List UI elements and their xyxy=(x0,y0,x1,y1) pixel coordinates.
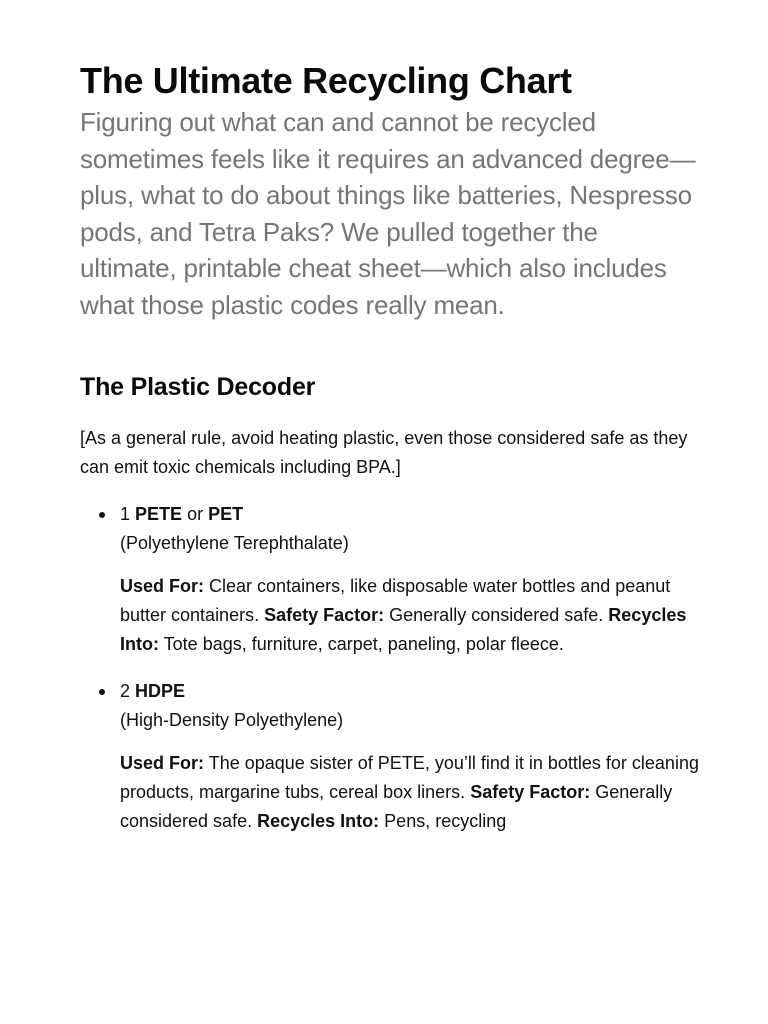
plastic-code-list xyxy=(80,500,700,836)
used-for-text: Clear containers, like disposable water bottles and peanut butter containers. xyxy=(120,576,671,625)
list-item-plastic-code-1 xyxy=(80,500,700,659)
code-number: 1 xyxy=(120,504,131,524)
code-full-name: (Polyethylene Terephthalate) xyxy=(120,533,349,553)
article xyxy=(80,58,700,854)
section-heading-plastic-decoder: The Plastic Decoder xyxy=(80,373,316,401)
recycles-into-label: Recycles Into: xyxy=(120,605,687,654)
section-intro: [As a general rule, avoid heating plastic, even those considered safe as they can emit toxic chemicals including BPA.] xyxy=(80,428,688,477)
or-word: or xyxy=(187,504,204,524)
safety-factor-text: Generally considered safe. xyxy=(120,782,673,831)
safety-factor-label: Safety Factor: xyxy=(470,782,591,802)
article-dek: Figuring out what can and cannot be recycled sometimes feels like it requires an advanced degree—plus, what to do about things like batteries, Nespresso pods, and Tetra Paks? We pulled together the ultimate, printable cheat sheet—which also includes what those plastic codes really mean. xyxy=(80,107,696,320)
page-title: The Ultimate Recycling Chart xyxy=(80,60,572,101)
recycles-into-text: Tote bags, furniture, carpet, paneling, polar fleece. xyxy=(163,634,564,654)
code-description xyxy=(120,572,700,659)
code-abbr: PETE xyxy=(135,504,183,524)
bullet-icon xyxy=(99,689,105,695)
safety-factor-text: Generally considered safe. xyxy=(389,605,604,625)
used-for-label: Used For: xyxy=(120,753,205,773)
code-description xyxy=(120,749,700,836)
code-full-name: (High-Density Polyethylene) xyxy=(120,710,344,730)
code-title xyxy=(120,500,700,529)
recycles-into-text: Pens, recycling xyxy=(384,811,507,831)
code-number: 2 xyxy=(120,681,131,701)
recycles-into-label: Recycles Into: xyxy=(257,811,380,831)
bullet-icon xyxy=(99,512,105,518)
code-alt-abbr: PET xyxy=(208,504,244,524)
safety-factor-label: Safety Factor: xyxy=(264,605,385,625)
code-abbr: HDPE xyxy=(135,681,186,701)
code-title xyxy=(120,677,700,706)
list-item-plastic-code-2 xyxy=(80,677,700,836)
used-for-text: The opaque sister of PETE, you’ll find it in bottles for cleaning products, margarine tubs, cereal box liners. xyxy=(120,753,699,802)
used-for-label: Used For: xyxy=(120,576,205,596)
